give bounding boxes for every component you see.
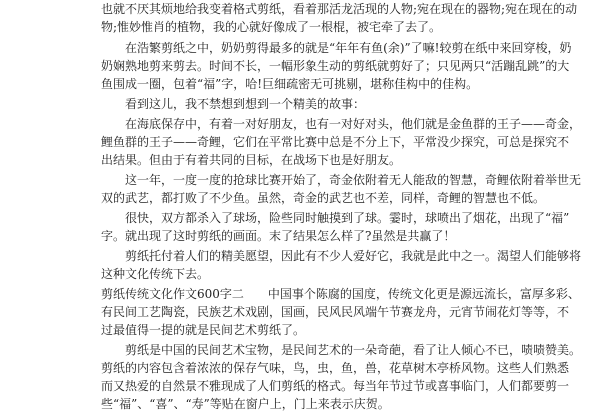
paragraph-line: 剪纸托付着人们的精美愿望，因此有不少人爱好它，我就是此中之一。渴望人们能够将 xyxy=(125,249,582,263)
paragraph-line: 在浩繁剪纸之中，奶奶剪得最多的就是“年年有鱼(余)”了嘛!较剪在纸中来回穿梭，奶 xyxy=(125,41,572,55)
paragraph-line: 鱼围成一圈，包着“福”字，哈!巨细疏密无可挑剔，堪称佳构中的佳构。 xyxy=(101,77,479,91)
section-heading-line: 剪纸传统文化作文600字二 中国事个陈腐的国度，传统文化更是源远流长，富厚多彩、 xyxy=(101,287,580,301)
paragraph-line: 也就不厌其烦地给我变着格式剪纸，看着那活龙活现的人物;宛在现在的器物;宛在现在的动 xyxy=(101,2,578,16)
paragraph-line: 过最值得一提的就是民间艺术剪纸了。 xyxy=(101,323,306,337)
paragraph-line: 些“福”、“喜”、“寿”等贴在窗户上，门上来表示庆贺。 xyxy=(101,397,390,411)
paragraph-line: 在海底保存中，有着一对好朋友，也有一对好对头，他们就是金鱼群的王子——奇金， xyxy=(125,117,582,131)
paragraph-line: 鲤鱼群的王子——奇鲤，它们在平常比赛中总是不分上下，平常没少探究，可总是探究不 xyxy=(101,135,570,149)
paragraph-line: 奶娴熟地剪来剪去。时间不长，一幅形象生动的剪纸就剪好了；只见两只“活蹦乱跳”的大 xyxy=(101,59,570,73)
paragraph-line: 字。就出现了这时剪纸的画面。末了结果怎么样了?虽然是共赢了！ xyxy=(101,229,456,243)
paragraph-line: 剪纸是中国的民间艺术宝物，是民间艺术的一朵奇葩，看了让人倾心不已，啧啧赞美。 xyxy=(125,343,582,357)
paragraph-line: 物;惟妙惟肖的植物，我的心就好像成了一根棍，被宅牵了去了。 xyxy=(101,20,442,34)
paragraph-line: 出结果。但由于有着共同的目标，在战场下也是好朋友。 xyxy=(101,153,402,167)
paragraph-line: 剪纸的内容包含着浓浓的保存气味，鸟，虫，鱼，兽，花草树木亭桥风物。这些人们熟悉 xyxy=(101,361,570,375)
paragraph-line: 看到这儿，我不禁想到想到一个精美的故事： xyxy=(125,97,366,111)
paragraph-line: 双的武艺，都打败了不少鱼。虽然，奇金的武艺也不差，同样，奇鲤的智慧也不低。 xyxy=(101,191,546,205)
paragraph-line: 有民间工艺陶瓷，民族艺术戏剧，国画，民风民风端午节赛龙舟，元宵节闹花灯等等，不 xyxy=(101,305,570,319)
paragraph-line: 这一年，一度一度的抢球比赛开始了，奇金依附着无人能敌的智慧，奇鲤依附着举世无 xyxy=(125,173,582,187)
paragraph-line: 而又热爱的自然景不雅现成了人们剪纸的格式。每当年节过节或喜事临门，人们都要剪一 xyxy=(101,379,570,393)
paragraph-line: 很快，双方都杀入了球场，险些同时触摸到了球。霎时，球喷出了烟花，出现了“福” xyxy=(125,211,570,225)
paragraph-line: 这种文化传统下去。 xyxy=(101,267,210,281)
